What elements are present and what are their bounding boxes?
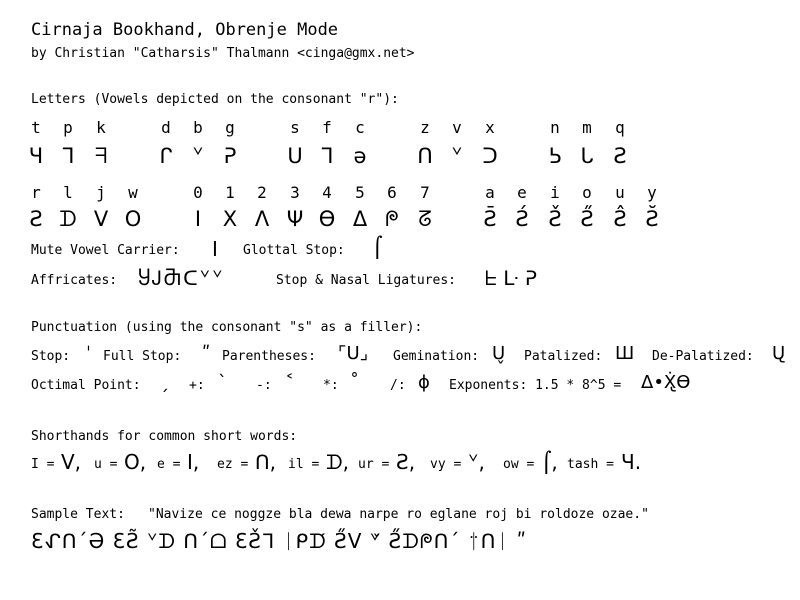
punctuation-label: Exponents: 1.5 * 8^5 = xyxy=(449,378,622,393)
punctuation-glyph: ˈ xyxy=(86,343,91,364)
latin-letter: s xyxy=(290,118,300,137)
latin-letter: x xyxy=(485,118,495,137)
latin-letter: n xyxy=(550,118,560,137)
punctuation-glyph: ˏ xyxy=(160,372,169,393)
punctuation-glyph: Ш xyxy=(615,343,635,364)
latin-letter: m xyxy=(582,118,592,137)
latin-letter: l xyxy=(63,183,73,202)
latin-letter: a xyxy=(485,183,495,202)
glottal-stop-glyph: ⌠ xyxy=(372,235,383,259)
script-glyph: Ƨ̄ xyxy=(483,207,497,231)
script-glyph: ᑐ xyxy=(482,144,498,168)
punctuation-glyph: ˋ xyxy=(218,372,227,393)
script-glyph: ᘁ xyxy=(451,144,463,168)
shorthand-glyph: O, xyxy=(124,450,147,474)
shorthand-word: ow = xyxy=(503,457,535,472)
punctuation-glyph: ɸ xyxy=(418,372,430,393)
punctuation-label: Octimal Point: xyxy=(31,378,141,393)
ligatures-glyphs: ᖶ ᒷ ᕈ xyxy=(485,266,537,290)
latin-letter: v xyxy=(452,118,462,137)
affricates-label: Affricates: xyxy=(31,273,118,288)
script-glyph: ᒋ xyxy=(159,144,173,168)
latin-letter: 3 xyxy=(290,183,300,202)
punctuation-glyph: ˂ xyxy=(285,372,294,393)
shorthand-word: ur = xyxy=(358,457,390,472)
script-glyph: Ƨ̋ xyxy=(580,207,594,231)
latin-letter: 7 xyxy=(420,183,430,202)
shorthand-word: e = xyxy=(157,457,181,472)
punctuation-label: -: xyxy=(256,378,272,393)
latin-letter: j xyxy=(96,183,106,202)
script-glyph: ᒣ xyxy=(320,144,334,168)
script-glyph: ᑎ xyxy=(417,144,433,168)
punctuation-label: *: xyxy=(323,378,339,393)
punctuation-label: Gemination: xyxy=(393,349,480,364)
shorthand-glyph: V, xyxy=(61,450,82,474)
letters-heading: Letters (Vowels depicted on the consonant "r"): xyxy=(31,92,399,107)
latin-letter: t xyxy=(31,118,41,137)
shorthand-word: vy = xyxy=(430,457,462,472)
script-glyph: Ƨ̂ xyxy=(613,207,627,231)
latin-letter: z xyxy=(420,118,430,137)
latin-letter: k xyxy=(96,118,106,137)
script-glyph: X xyxy=(222,207,238,231)
latin-letter: r xyxy=(31,183,41,202)
mute-vowel-label: Mute Vowel Carrier: xyxy=(31,243,180,258)
shorthand-glyph: ᑎ, xyxy=(255,450,276,474)
author-byline: by Christian "Catharsis" Thalmann <cinga@gmx.net> xyxy=(31,46,415,61)
latin-letter: w xyxy=(128,183,138,202)
shorthand-word: tash = xyxy=(567,457,614,472)
sample-glyphs: ƐᖋᑎˊƏ ƐƧ̃ ᘁᗪ ᑎˊᗝ ƐƧ̌ᒣ ᛁᑭᗪ́ Ƨ̋V ᘁ̌ Ƨ̋ᗪᖘᑎˊ ᛁ̈ᑎᛁ ʺ xyxy=(31,529,527,553)
page-title: Cirnaja Bookhand, Obrenje Mode xyxy=(31,20,339,40)
latin-letter: g xyxy=(225,118,235,137)
script-glyph: Δ xyxy=(352,207,368,231)
script-glyph: ᘁ xyxy=(192,144,204,168)
script-glyph: ᘔ xyxy=(418,207,432,231)
script-glyph: O xyxy=(124,207,142,231)
script-glyph: ᕊ xyxy=(548,144,562,168)
script-glyph: Ƨ́ xyxy=(515,207,529,231)
script-glyph: Ƨ̌ xyxy=(548,207,562,231)
script-glyph: ᑌ xyxy=(287,144,303,168)
punctuation-glyph: Δ•Ẋ̢ϴ xyxy=(641,372,691,393)
latin-letter: 2 xyxy=(257,183,267,202)
sample-label: Sample Text: xyxy=(31,507,125,522)
punctuation-label: Patalized: xyxy=(524,349,603,364)
latin-letter: o xyxy=(582,183,592,202)
affricates-glyphs: ႸᎫႫᑕᘁᘁ xyxy=(138,266,225,290)
punctuation-glyph: ⌜ᑌ⌟ xyxy=(338,343,369,364)
shorthand-glyph: Ƨ, xyxy=(396,450,416,474)
punctuation-label: Parentheses: xyxy=(222,349,316,364)
shorthand-glyph: I, xyxy=(187,450,200,474)
mute-vowel-glyph: I xyxy=(212,237,218,261)
punctuation-label: Full Stop: xyxy=(103,349,182,364)
punctuation-glyph: ʺ xyxy=(202,343,211,364)
script-glyph: ᖷ xyxy=(94,144,108,168)
latin-letter: 5 xyxy=(355,183,365,202)
script-glyph: ᗪ xyxy=(59,207,77,231)
shorthand-word: ez = xyxy=(217,457,249,472)
latin-letter: i xyxy=(550,183,560,202)
punctuation-label: Stop: xyxy=(31,349,71,364)
latin-letter: p xyxy=(63,118,73,137)
script-glyph: Ƨ̆ xyxy=(645,207,659,231)
script-glyph: Ч xyxy=(28,144,44,168)
shorthand-glyph: ᗪ, xyxy=(326,450,349,474)
ligatures-label: Stop & Nasal Ligatures: xyxy=(276,273,457,288)
latin-letter: 0 xyxy=(193,183,203,202)
latin-letter: d xyxy=(161,118,171,137)
script-glyph: ᒐ xyxy=(580,144,594,168)
script-glyph: Ƨ xyxy=(613,144,627,168)
punctuation-glyph: ᑌ̬ xyxy=(492,343,506,364)
punctuation-heading: Punctuation (using the consonant "s" as a filler): xyxy=(31,320,423,335)
latin-letter: e xyxy=(517,183,527,202)
punctuation-label: De-Palatized: xyxy=(652,349,754,364)
script-glyph: Ƨ xyxy=(29,207,43,231)
script-glyph: ə xyxy=(353,144,367,168)
punctuation-glyph: ˚ xyxy=(350,372,359,393)
latin-letter: b xyxy=(193,118,203,137)
shorthand-word: il = xyxy=(288,457,320,472)
shorthand-word: I = xyxy=(31,457,55,472)
shorthand-word: u = xyxy=(94,457,118,472)
punctuation-label: /: xyxy=(390,378,406,393)
latin-letter: 6 xyxy=(387,183,397,202)
latin-letter: q xyxy=(615,118,625,137)
shorthands-heading: Shorthands for common short words: xyxy=(31,429,298,444)
shorthand-glyph: Ч. xyxy=(621,450,642,474)
latin-letter: 4 xyxy=(322,183,332,202)
script-glyph: V xyxy=(93,207,109,231)
punctuation-label: +: xyxy=(189,378,205,393)
shorthand-glyph: ᘁ, xyxy=(468,450,485,474)
script-glyph: ᕈ xyxy=(223,144,237,168)
shorthand-glyph: ⌠, xyxy=(541,450,558,474)
script-glyph: Λ xyxy=(254,207,270,231)
latin-letter: c xyxy=(355,118,365,137)
script-glyph: ᖘ xyxy=(385,207,399,231)
script-glyph: I xyxy=(194,207,202,231)
latin-letter: u xyxy=(615,183,625,202)
latin-letter: y xyxy=(647,183,657,202)
latin-letter: f xyxy=(322,118,332,137)
glottal-stop-label: Glottal Stop: xyxy=(243,243,345,258)
script-glyph: ᒣ xyxy=(61,144,75,168)
script-glyph: Ψ xyxy=(286,207,304,231)
script-glyph: Ɵ xyxy=(318,207,336,231)
sample-text: "Navize ce noggze bla dewa narpe ro eglane roj bi roldoze ozae." xyxy=(148,507,649,522)
punctuation-glyph: ᑌ̢ xyxy=(772,343,786,364)
latin-letter: 1 xyxy=(225,183,235,202)
